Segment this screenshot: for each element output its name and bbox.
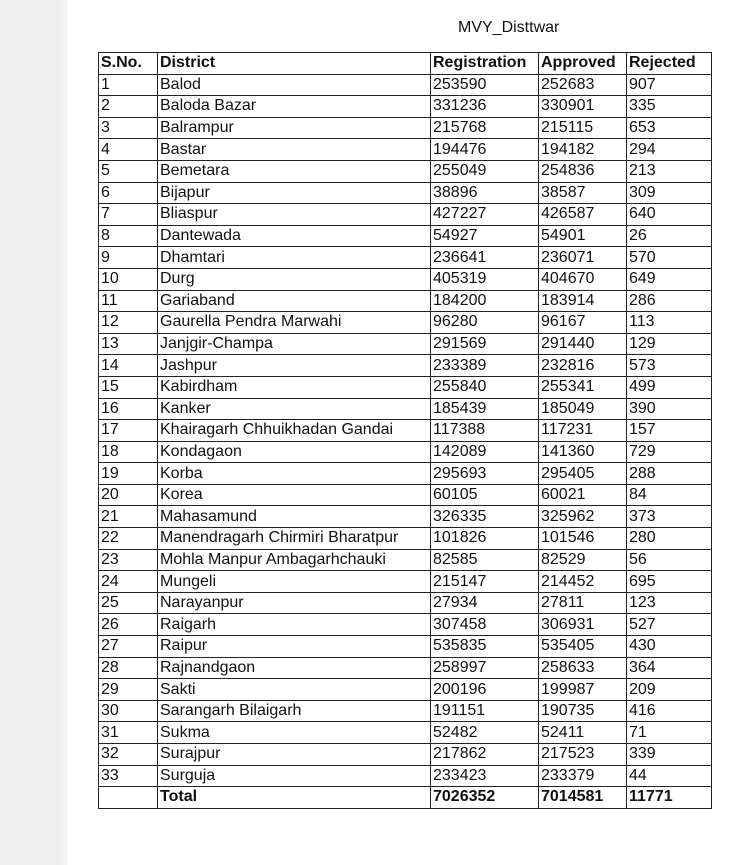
cell-rejected: 71 xyxy=(627,722,712,744)
cell-approved: 233379 xyxy=(539,765,627,787)
cell-rejected: 573 xyxy=(627,355,712,377)
cell-approved: 101546 xyxy=(539,528,627,550)
cell-rejected: 729 xyxy=(627,441,712,463)
cell-registration: 253590 xyxy=(431,74,539,96)
cell-sno: 6 xyxy=(99,182,158,204)
cell-registration: 82585 xyxy=(431,549,539,571)
cell-district: Korea xyxy=(158,484,431,506)
cell-district: Mungeli xyxy=(158,571,431,593)
table-row xyxy=(99,614,712,636)
cell-sno: 3 xyxy=(99,117,158,139)
table-row xyxy=(99,744,712,766)
table-row xyxy=(99,160,712,182)
table-row xyxy=(99,592,712,614)
table-row xyxy=(99,765,712,787)
total-registration: 7026352 xyxy=(431,787,539,809)
cell-district: Gariaband xyxy=(158,290,431,312)
table-row xyxy=(99,376,712,398)
cell-approved: 82529 xyxy=(539,549,627,571)
cell-registration: 60105 xyxy=(431,484,539,506)
cell-district: Bliaspur xyxy=(158,204,431,226)
cell-rejected: 695 xyxy=(627,571,712,593)
cell-registration: 258997 xyxy=(431,657,539,679)
cell-sno: 20 xyxy=(99,484,158,506)
cell-rejected: 129 xyxy=(627,333,712,355)
cell-approved: 252683 xyxy=(539,74,627,96)
cell-sno: 18 xyxy=(99,441,158,463)
cell-rejected: 335 xyxy=(627,96,712,118)
table-row xyxy=(99,139,712,161)
total-rejected: 11771 xyxy=(627,787,712,809)
cell-registration: 307458 xyxy=(431,614,539,636)
table-row xyxy=(99,657,712,679)
cell-rejected: 113 xyxy=(627,312,712,334)
cell-registration: 255840 xyxy=(431,376,539,398)
table-row xyxy=(99,484,712,506)
cell-rejected: 309 xyxy=(627,182,712,204)
cell-district: Kanker xyxy=(158,398,431,420)
table-row xyxy=(99,528,712,550)
cell-district: Raigarh xyxy=(158,614,431,636)
cell-rejected: 123 xyxy=(627,592,712,614)
cell-sno: 1 xyxy=(99,74,158,96)
cell-rejected: 570 xyxy=(627,247,712,269)
cell-registration: 27934 xyxy=(431,592,539,614)
cell-approved: 306931 xyxy=(539,614,627,636)
cell-approved: 217523 xyxy=(539,744,627,766)
cell-approved: 291440 xyxy=(539,333,627,355)
cell-registration: 326335 xyxy=(431,506,539,528)
cell-approved: 52411 xyxy=(539,722,627,744)
cell-district: Baloda Bazar xyxy=(158,96,431,118)
cell-rejected: 157 xyxy=(627,420,712,442)
table-row xyxy=(99,549,712,571)
cell-rejected: 499 xyxy=(627,376,712,398)
cell-sno: 8 xyxy=(99,225,158,247)
total-sno xyxy=(99,787,158,809)
table-row xyxy=(99,247,712,269)
cell-approved: 194182 xyxy=(539,139,627,161)
cell-registration: 185439 xyxy=(431,398,539,420)
header-sno: S.No. xyxy=(99,53,158,75)
cell-approved: 141360 xyxy=(539,441,627,463)
cell-rejected: 653 xyxy=(627,117,712,139)
table-row xyxy=(99,398,712,420)
cell-district: Sarangarh Bilaigarh xyxy=(158,700,431,722)
table-row xyxy=(99,463,712,485)
cell-registration: 535835 xyxy=(431,636,539,658)
cell-approved: 215115 xyxy=(539,117,627,139)
cell-district: Balrampur xyxy=(158,117,431,139)
cell-approved: 185049 xyxy=(539,398,627,420)
cell-sno: 23 xyxy=(99,549,158,571)
cell-registration: 233389 xyxy=(431,355,539,377)
cell-rejected: 339 xyxy=(627,744,712,766)
cell-rejected: 640 xyxy=(627,204,712,226)
cell-sno: 31 xyxy=(99,722,158,744)
cell-registration: 255049 xyxy=(431,160,539,182)
document-title: MVY_Disttwar xyxy=(458,19,560,36)
cell-district: Narayanpur xyxy=(158,592,431,614)
cell-sno: 28 xyxy=(99,657,158,679)
table-header-row xyxy=(99,53,712,75)
cell-district: Raipur xyxy=(158,636,431,658)
cell-rejected: 26 xyxy=(627,225,712,247)
cell-sno: 32 xyxy=(99,744,158,766)
cell-approved: 426587 xyxy=(539,204,627,226)
cell-rejected: 44 xyxy=(627,765,712,787)
table-row xyxy=(99,679,712,701)
total-approved: 7014581 xyxy=(539,787,627,809)
cell-district: Durg xyxy=(158,268,431,290)
cell-registration: 295693 xyxy=(431,463,539,485)
cell-registration: 184200 xyxy=(431,290,539,312)
cell-sno: 22 xyxy=(99,528,158,550)
cell-sno: 33 xyxy=(99,765,158,787)
cell-sno: 15 xyxy=(99,376,158,398)
cell-approved: 199987 xyxy=(539,679,627,701)
cell-approved: 236071 xyxy=(539,247,627,269)
header-approved: Approved xyxy=(539,53,627,75)
cell-district: Korba xyxy=(158,463,431,485)
cell-rejected: 390 xyxy=(627,398,712,420)
cell-approved: 27811 xyxy=(539,592,627,614)
cell-rejected: 527 xyxy=(627,614,712,636)
cell-sno: 11 xyxy=(99,290,158,312)
cell-registration: 117388 xyxy=(431,420,539,442)
cell-sno: 19 xyxy=(99,463,158,485)
table-row xyxy=(99,96,712,118)
cell-sno: 24 xyxy=(99,571,158,593)
table-row xyxy=(99,204,712,226)
cell-approved: 295405 xyxy=(539,463,627,485)
table-row xyxy=(99,268,712,290)
cell-registration: 236641 xyxy=(431,247,539,269)
cell-registration: 52482 xyxy=(431,722,539,744)
cell-district: Surajpur xyxy=(158,744,431,766)
cell-rejected: 430 xyxy=(627,636,712,658)
cell-sno: 16 xyxy=(99,398,158,420)
cell-approved: 60021 xyxy=(539,484,627,506)
cell-sno: 9 xyxy=(99,247,158,269)
district-table xyxy=(98,52,712,809)
cell-district: Kondagaon xyxy=(158,441,431,463)
cell-registration: 427227 xyxy=(431,204,539,226)
cell-rejected: 907 xyxy=(627,74,712,96)
header-rejected: Rejected xyxy=(627,53,712,75)
cell-district: Bijapur xyxy=(158,182,431,204)
cell-sno: 10 xyxy=(99,268,158,290)
cell-registration: 291569 xyxy=(431,333,539,355)
total-row xyxy=(99,787,712,809)
cell-registration: 38896 xyxy=(431,182,539,204)
page-shadow xyxy=(56,0,68,865)
cell-registration: 331236 xyxy=(431,96,539,118)
cell-rejected: 294 xyxy=(627,139,712,161)
cell-registration: 101826 xyxy=(431,528,539,550)
table-row xyxy=(99,636,712,658)
cell-district: Khairagarh Chhuikhadan Gandai xyxy=(158,420,431,442)
header-registration: Registration xyxy=(431,53,539,75)
table-row xyxy=(99,312,712,334)
cell-district: Bemetara xyxy=(158,160,431,182)
cell-approved: 38587 xyxy=(539,182,627,204)
cell-approved: 325962 xyxy=(539,506,627,528)
cell-approved: 232816 xyxy=(539,355,627,377)
cell-district: Bastar xyxy=(158,139,431,161)
cell-approved: 258633 xyxy=(539,657,627,679)
cell-approved: 330901 xyxy=(539,96,627,118)
cell-district: Jashpur xyxy=(158,355,431,377)
cell-approved: 190735 xyxy=(539,700,627,722)
cell-registration: 96280 xyxy=(431,312,539,334)
cell-district: Manendragarh Chirmiri Bharatpur xyxy=(158,528,431,550)
cell-sno: 2 xyxy=(99,96,158,118)
cell-rejected: 364 xyxy=(627,657,712,679)
table-row xyxy=(99,182,712,204)
cell-rejected: 280 xyxy=(627,528,712,550)
cell-approved: 54901 xyxy=(539,225,627,247)
table-row xyxy=(99,571,712,593)
cell-sno: 4 xyxy=(99,139,158,161)
cell-rejected: 373 xyxy=(627,506,712,528)
cell-sno: 25 xyxy=(99,592,158,614)
cell-sno: 30 xyxy=(99,700,158,722)
cell-sno: 21 xyxy=(99,506,158,528)
table-row xyxy=(99,506,712,528)
cell-registration: 191151 xyxy=(431,700,539,722)
cell-approved: 117231 xyxy=(539,420,627,442)
table-row xyxy=(99,225,712,247)
cell-district: Sakti xyxy=(158,679,431,701)
cell-district: Gaurella Pendra Marwahi xyxy=(158,312,431,334)
cell-district: Dantewada xyxy=(158,225,431,247)
cell-rejected: 288 xyxy=(627,463,712,485)
cell-approved: 214452 xyxy=(539,571,627,593)
cell-sno: 26 xyxy=(99,614,158,636)
cell-sno: 12 xyxy=(99,312,158,334)
cell-district: Mahasamund xyxy=(158,506,431,528)
table-row xyxy=(99,420,712,442)
cell-sno: 7 xyxy=(99,204,158,226)
cell-sno: 14 xyxy=(99,355,158,377)
cell-approved: 183914 xyxy=(539,290,627,312)
cell-registration: 142089 xyxy=(431,441,539,463)
cell-rejected: 56 xyxy=(627,549,712,571)
table-row xyxy=(99,74,712,96)
cell-district: Surguja xyxy=(158,765,431,787)
table-row xyxy=(99,117,712,139)
cell-approved: 254836 xyxy=(539,160,627,182)
table-row xyxy=(99,333,712,355)
cell-registration: 405319 xyxy=(431,268,539,290)
table-row xyxy=(99,355,712,377)
total-label: Total xyxy=(158,787,431,809)
cell-approved: 404670 xyxy=(539,268,627,290)
table-row xyxy=(99,441,712,463)
table-row xyxy=(99,722,712,744)
cell-sno: 17 xyxy=(99,420,158,442)
cell-district: Rajnandgaon xyxy=(158,657,431,679)
cell-approved: 96167 xyxy=(539,312,627,334)
cell-sno: 27 xyxy=(99,636,158,658)
cell-district: Janjgir-Champa xyxy=(158,333,431,355)
cell-registration: 215768 xyxy=(431,117,539,139)
cell-registration: 194476 xyxy=(431,139,539,161)
cell-rejected: 286 xyxy=(627,290,712,312)
cell-district: Mohla Manpur Ambagarhchauki xyxy=(158,549,431,571)
cell-rejected: 209 xyxy=(627,679,712,701)
cell-district: Sukma xyxy=(158,722,431,744)
cell-sno: 5 xyxy=(99,160,158,182)
viewer-left-margin xyxy=(0,0,56,865)
cell-rejected: 416 xyxy=(627,700,712,722)
cell-registration: 54927 xyxy=(431,225,539,247)
cell-sno: 29 xyxy=(99,679,158,701)
cell-registration: 217862 xyxy=(431,744,539,766)
cell-approved: 535405 xyxy=(539,636,627,658)
cell-sno: 13 xyxy=(99,333,158,355)
cell-district: Kabirdham xyxy=(158,376,431,398)
cell-district: Dhamtari xyxy=(158,247,431,269)
cell-registration: 233423 xyxy=(431,765,539,787)
cell-approved: 255341 xyxy=(539,376,627,398)
table-row xyxy=(99,290,712,312)
cell-registration: 215147 xyxy=(431,571,539,593)
cell-registration: 200196 xyxy=(431,679,539,701)
cell-rejected: 649 xyxy=(627,268,712,290)
header-district: District xyxy=(158,53,431,75)
cell-district: Balod xyxy=(158,74,431,96)
table-row xyxy=(99,700,712,722)
cell-rejected: 213 xyxy=(627,160,712,182)
table-body xyxy=(99,74,712,787)
cell-rejected: 84 xyxy=(627,484,712,506)
